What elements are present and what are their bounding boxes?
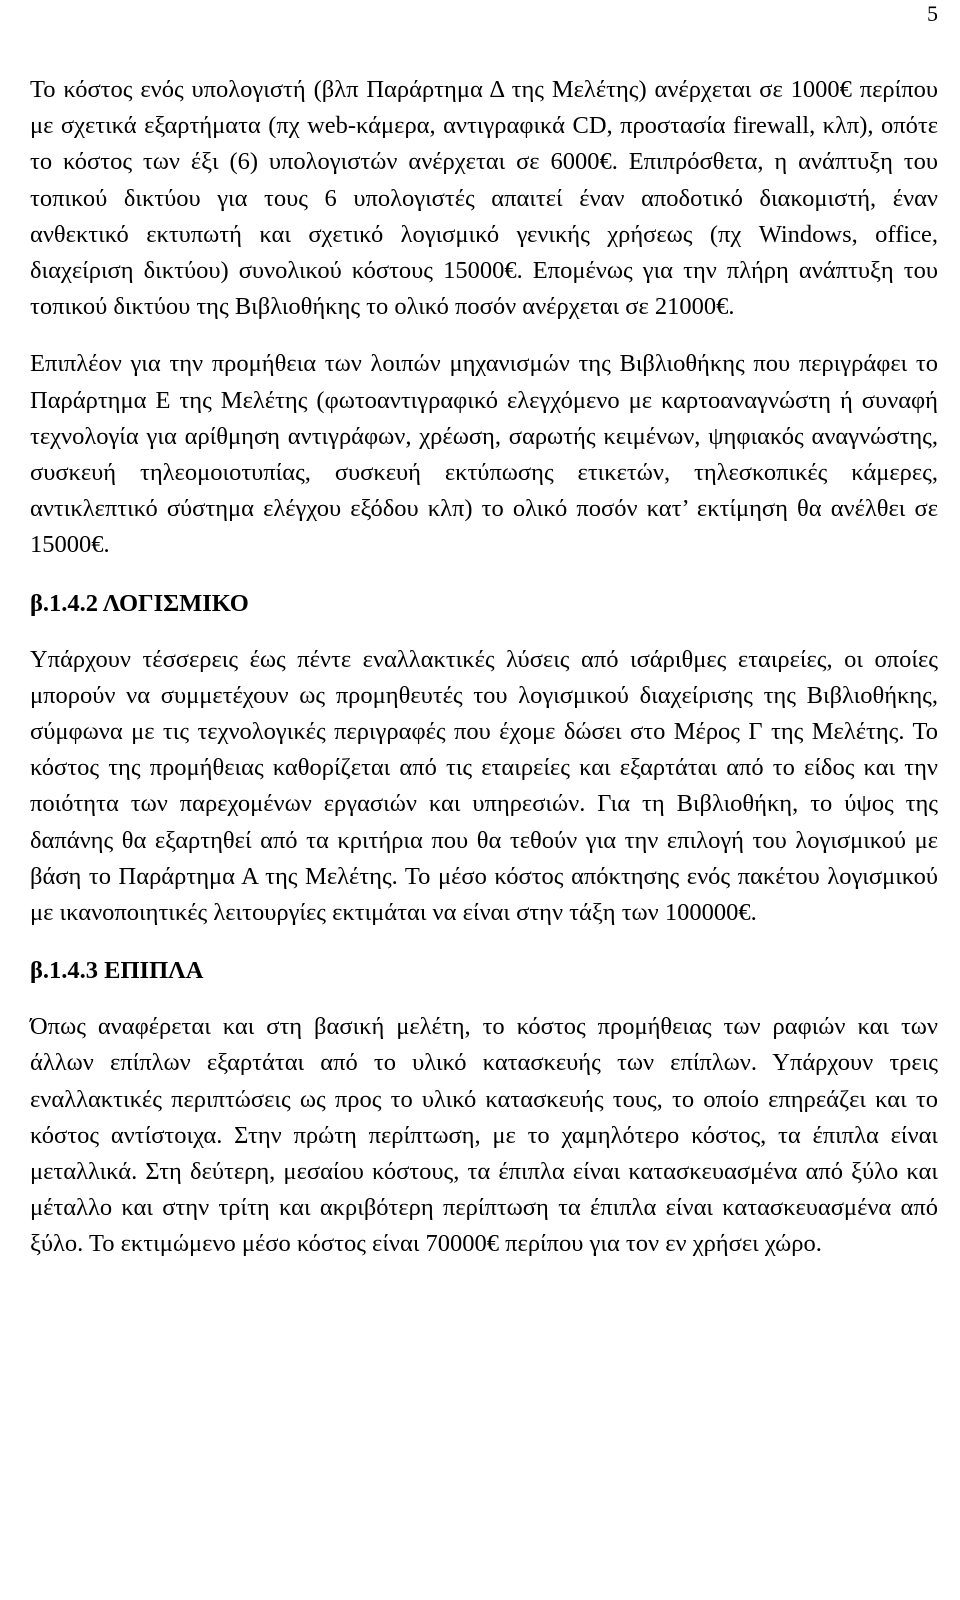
paragraph-furniture-costs: Όπως αναφέρεται και στη βασική μελέτη, το κόστος προμήθειας των ραφιών και των άλλων επίπλων εξαρτάται από το υλικό κατασκευής των επίπλων. Υπάρχουν τρεις εναλλακτικές περιπτώσεις ως προς το υλικό κατασκευής τους, το οποίο επηρεάζει και το κόστος αντίστοιχα. Στην πρώτη περίπτωση, με το χαμηλότερο κόστος, τα έπιπλα είναι μεταλλικά. Στη δεύτερη, μεσαίου κόστους, τα έπιπλα είναι κατασκευασμένα από ξύλο και μέταλλο και στην τρίτη και ακριβότερη περίπτωση τα έπιπλα είναι κατασκευασμένα από ξύλο. Το εκτιμώμενο μέσο κόστος είναι 70000€ περίπου για τον εν χρήσει χώρο. [30,1013,938,1258]
paragraph-software-costs: Υπάρχουν τέσσερεις έως πέντε εναλλακτικές λύσεις από ισάριθμες εταιρείες, οι οποίες μπορούν να συμμετέχουν ως προμηθευτές του λογισμικού διαχείρισης της Βιβλιοθήκης, σύμφωνα με τις τεχνολογικές περιγραφές που έχομε δώσει στο Μέρος Γ της Μελέτης. Το κόστος της προμήθειας καθορίζεται από τις εταιρείες και εξαρτάται από το είδος και την ποιότητα των παρεχομένων εργασιών και υπηρεσιών. Για τη Βιβλιοθήκη, το ύψος της δαπάνης θα εξαρτηθεί από τα κριτήρια που θα τεθούν για την επιλογή του λογισμικού με βάση το Παράρτημα Α της Μελέτης. Το μέσο κόστος απόκτησης ενός πακέτου λογισμικού με ικανοποιητικές λειτουργίες εκτιμάται να είναι στην τάξη των 100000€. [30,645,938,927]
paragraph-computer-costs: Το κόστος ενός υπολογιστή (βλπ Παράρτημα Δ της Μελέτης) ανέρχεται σε 1000€ περίπου με σχετικά εξαρτήματα (πχ web-κάμερα, αντιγραφικά CD, προστασία firewall, κλπ), οπότε το κόστος των έξι (6) υπολογιστών ανέρχεται σε 6000€. Επιπρόσθετα, η ανάπτυξη του τοπικού δικτύου για τους 6 υπολογιστές απαιτεί έναν αποδοτικό διακομιστή, έναν ανθεκτικό εκτυπωτή και σχετικό λογισμικό γενικής χρήσεως (πχ Windows, office, διαχείριση δικτύου) συνολικού κόστους 15000€. Επομένως για την πλήρη ανάπτυξη του τοπικού δικτύου της Βιβλιοθήκης το ολικό ποσόν ανέρχεται σε 21000€. [30,76,938,321]
page-number: 5 [927,1,938,26]
heading-furniture: β.1.4.3 ΕΠΙΠΛΑ [30,957,204,985]
heading-software: β.1.4.2 ΛΟΓΙΣΜΙΚΟ [30,589,249,617]
paragraph-equipment-costs: Επιπλέον για την προμήθεια των λοιπών μηχανισμών της Βιβλιοθήκης που περιγράφει το Παράρτημα Ε της Μελέτης (φωτοαντιγραφικό ελεγχόμενο με καρτοαναγνώστη ή συναφή τεχνολογία για αρίθμηση αντιγράφων, χρέωση, σαρωτής κειμένων, ψηφιακός αναγνώστης, συσκευή τηλεομοιοτυπίας, συσκευή εκτύπωσης ετικετών, τηλεσκοπικές κάμερες, αντικλεπτικό σύστημα ελέγχου εξόδου κλπ) το ολικό ποσόν κατ’ εκτίμηση θα ανέλθει σε 15000€. [30,350,938,559]
